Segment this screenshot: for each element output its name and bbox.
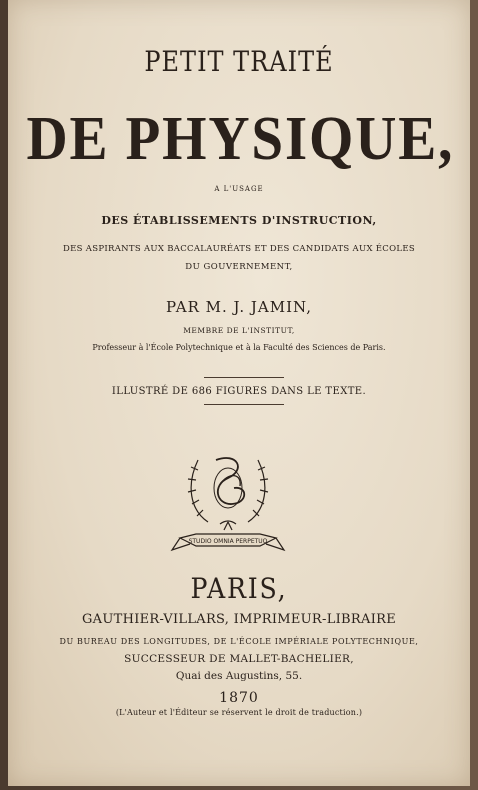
publisher-monogram-wreath-icon xyxy=(168,430,288,560)
imprint-publisher: GAUTHIER-VILLARS, IMPRIMEUR-LIBRAIRE xyxy=(81,612,397,627)
title-line-1: PETIT TRAITÉ xyxy=(144,45,334,79)
usage-line: A L'USAGE xyxy=(214,185,264,193)
imprint-affiliation: DU BUREAU DES LONGITUDES, DE L'ÉCOLE IMPÉRIALE POLYTECHNIQUE, xyxy=(59,637,419,646)
imprint-city: PARIS, xyxy=(190,572,288,605)
author-role-1: MEMBRE DE L'INSTITUT, xyxy=(183,326,295,335)
audience-line-1: DES ÉTABLISSEMENTS D'INSTRUCTION, xyxy=(101,214,377,227)
audience-line-2: DES ASPIRANTS AUX BACCALAURÉATS ET DES CANDIDATS AUX ÉCOLES xyxy=(63,244,415,254)
title-page xyxy=(8,0,470,786)
title-line-2: DE PHYSIQUE, xyxy=(26,105,455,173)
author-role-2: Professeur à l'École Polytechnique et à la Faculté des Sciences de Paris. xyxy=(92,343,386,352)
author-byline: PAR M. J. JAMIN, xyxy=(166,298,312,316)
emblem-motto: STUDIO OMNIA PERPETUO xyxy=(188,538,268,545)
imprint-successor: SUCCESSEUR DE MALLET-BACHELIER, xyxy=(124,653,354,665)
illustrations-note: ILLUSTRÉ DE 686 FIGURES DANS LE TEXTE. xyxy=(111,386,367,397)
divider-top xyxy=(204,377,284,378)
imprint-address: Quai des Augustins, 55. xyxy=(175,670,303,682)
divider-bottom xyxy=(204,404,284,405)
imprint-rights: (L'Auteur et l'Éditeur se réservent le droit de traduction.) xyxy=(115,708,363,717)
imprint-year: 1870 xyxy=(219,690,259,706)
audience-line-3: DU GOUVERNEMENT, xyxy=(185,262,293,272)
